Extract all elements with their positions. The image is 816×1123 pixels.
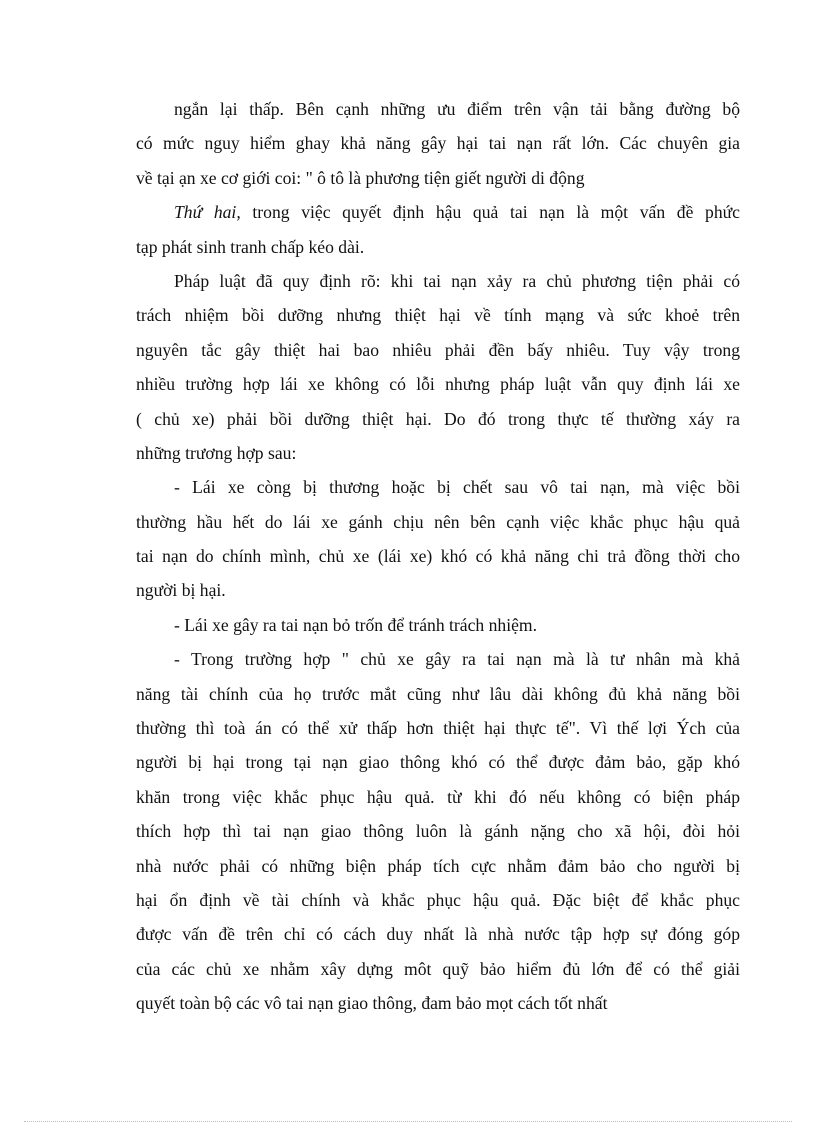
text-line bbox=[136, 573, 740, 607]
line-text: năng tài chính của họ trước mắt cũng như lâu dài không đủ khả năng bồi bbox=[136, 683, 740, 704]
text-line bbox=[136, 367, 740, 401]
line-text: nhà nước phải có những biện pháp tích cực nhằm đảm bảo cho người bị bbox=[136, 855, 740, 876]
body-text bbox=[136, 92, 740, 1021]
line-text: về tại ạn xe cơ giới coi: " ô tô là phương tiện giết người di động bbox=[136, 167, 585, 188]
text-line bbox=[136, 298, 740, 332]
text-line bbox=[136, 642, 740, 676]
text-line bbox=[136, 917, 740, 951]
line-text: nhiều trường hợp lái xe không có lỗi nhưng pháp luật vẫn quy định lái xe bbox=[136, 374, 740, 395]
text-line bbox=[136, 402, 740, 436]
line-text: thích hợp thì tai nạn giao thông luôn là gánh nặng cho xã hội, đòi hỏi bbox=[136, 821, 740, 842]
text-line bbox=[136, 986, 740, 1020]
line-text: quyết toàn bộ các vô tai nạn giao thông, đam bảo mọt cách tốt nhất bbox=[136, 993, 608, 1014]
line-text: tai nạn do chính mình, chủ xe (lái xe) khó có khả năng chi trả đồng thời cho bbox=[136, 546, 740, 567]
text-line bbox=[136, 539, 740, 573]
text-line bbox=[136, 952, 740, 986]
line-text: trong việc quyết định hậu quả tai nạn là một vấn đề phức bbox=[240, 202, 740, 223]
emphasis-text: Thứ hai, bbox=[174, 202, 241, 223]
line-text: nguyên tắc gây thiệt hai bao nhiêu phải đền bấy nhiêu. Tuy vậy trong bbox=[136, 339, 740, 360]
text-line bbox=[136, 92, 740, 126]
line-text: những trương hợp sau: bbox=[136, 442, 297, 463]
line-text: người bị hại trong tại nạn giao thông khó có thể được đảm bảo, gặp khó bbox=[136, 752, 740, 773]
line-text: được vấn đề trên chỉ có cách duy nhất là nhà nước tập hợp sự đóng góp bbox=[136, 924, 740, 945]
text-line bbox=[136, 230, 740, 264]
line-text: thường hầu hết do lái xe gánh chịu nên bên cạnh việc khắc phục hậu quả bbox=[136, 511, 740, 532]
line-text: Pháp luật đã quy định rõ: khi tai nạn xảy ra chủ phương tiện phải có bbox=[174, 270, 740, 291]
text-line bbox=[136, 883, 740, 917]
text-line bbox=[136, 711, 740, 745]
text-line bbox=[136, 745, 740, 779]
line-text: khăn trong việc khắc phục hậu quả. từ khi đó nếu không có biện pháp bbox=[136, 786, 740, 807]
page-bottom-divider bbox=[24, 1121, 792, 1122]
line-text: hại ổn định về tài chính và khắc phục hậu quả. Đặc biệt để khắc phục bbox=[136, 889, 740, 910]
text-line bbox=[136, 333, 740, 367]
line-text: tạp phát sinh tranh chấp kéo dài. bbox=[136, 236, 365, 257]
text-line bbox=[136, 470, 740, 504]
text-line bbox=[136, 677, 740, 711]
text-line bbox=[136, 161, 740, 195]
text-line bbox=[136, 608, 740, 642]
line-text: - Lái xe gây ra tai nạn bỏ trốn để tránh trách nhiệm. bbox=[174, 614, 537, 635]
text-line bbox=[136, 505, 740, 539]
line-text: người bị hại. bbox=[136, 580, 226, 601]
line-text: - Trong trường hợp " chủ xe gây ra tai nạn mà là tư nhân mà khả bbox=[174, 649, 740, 670]
text-line bbox=[136, 436, 740, 470]
text-line bbox=[136, 814, 740, 848]
line-text: ( chủ xe) phải bồi dưỡng thiệt hại. Do đó trong thực tế thường xáy ra bbox=[136, 408, 740, 429]
line-text: thường thì toà án có thể xử thấp hơn thiệt hại thực tế". Vì thế lợi Ých của bbox=[136, 718, 740, 739]
line-text: của các chủ xe nhằm xây dựng môt quỹ bảo hiểm đủ lớn để có thể giải bbox=[136, 958, 740, 979]
line-text: - Lái xe còng bị thương hoặc bị chết sau vô tai nạn, mà việc bồi bbox=[174, 477, 740, 498]
line-text: trách nhiệm bồi dưỡng nhưng thiệt hại về tính mạng và sức khoẻ trên bbox=[136, 305, 740, 326]
text-line bbox=[136, 264, 740, 298]
text-line bbox=[136, 849, 740, 883]
line-text: có mức nguy hiểm ghay khả năng gây hại tai nạn rất lớn. Các chuyên gia bbox=[136, 133, 740, 154]
text-line bbox=[136, 126, 740, 160]
text-line bbox=[136, 780, 740, 814]
line-text: ngắn lại thấp. Bên cạnh những ưu điểm trên vận tải bằng đường bộ bbox=[174, 99, 740, 119]
text-line bbox=[136, 195, 740, 229]
